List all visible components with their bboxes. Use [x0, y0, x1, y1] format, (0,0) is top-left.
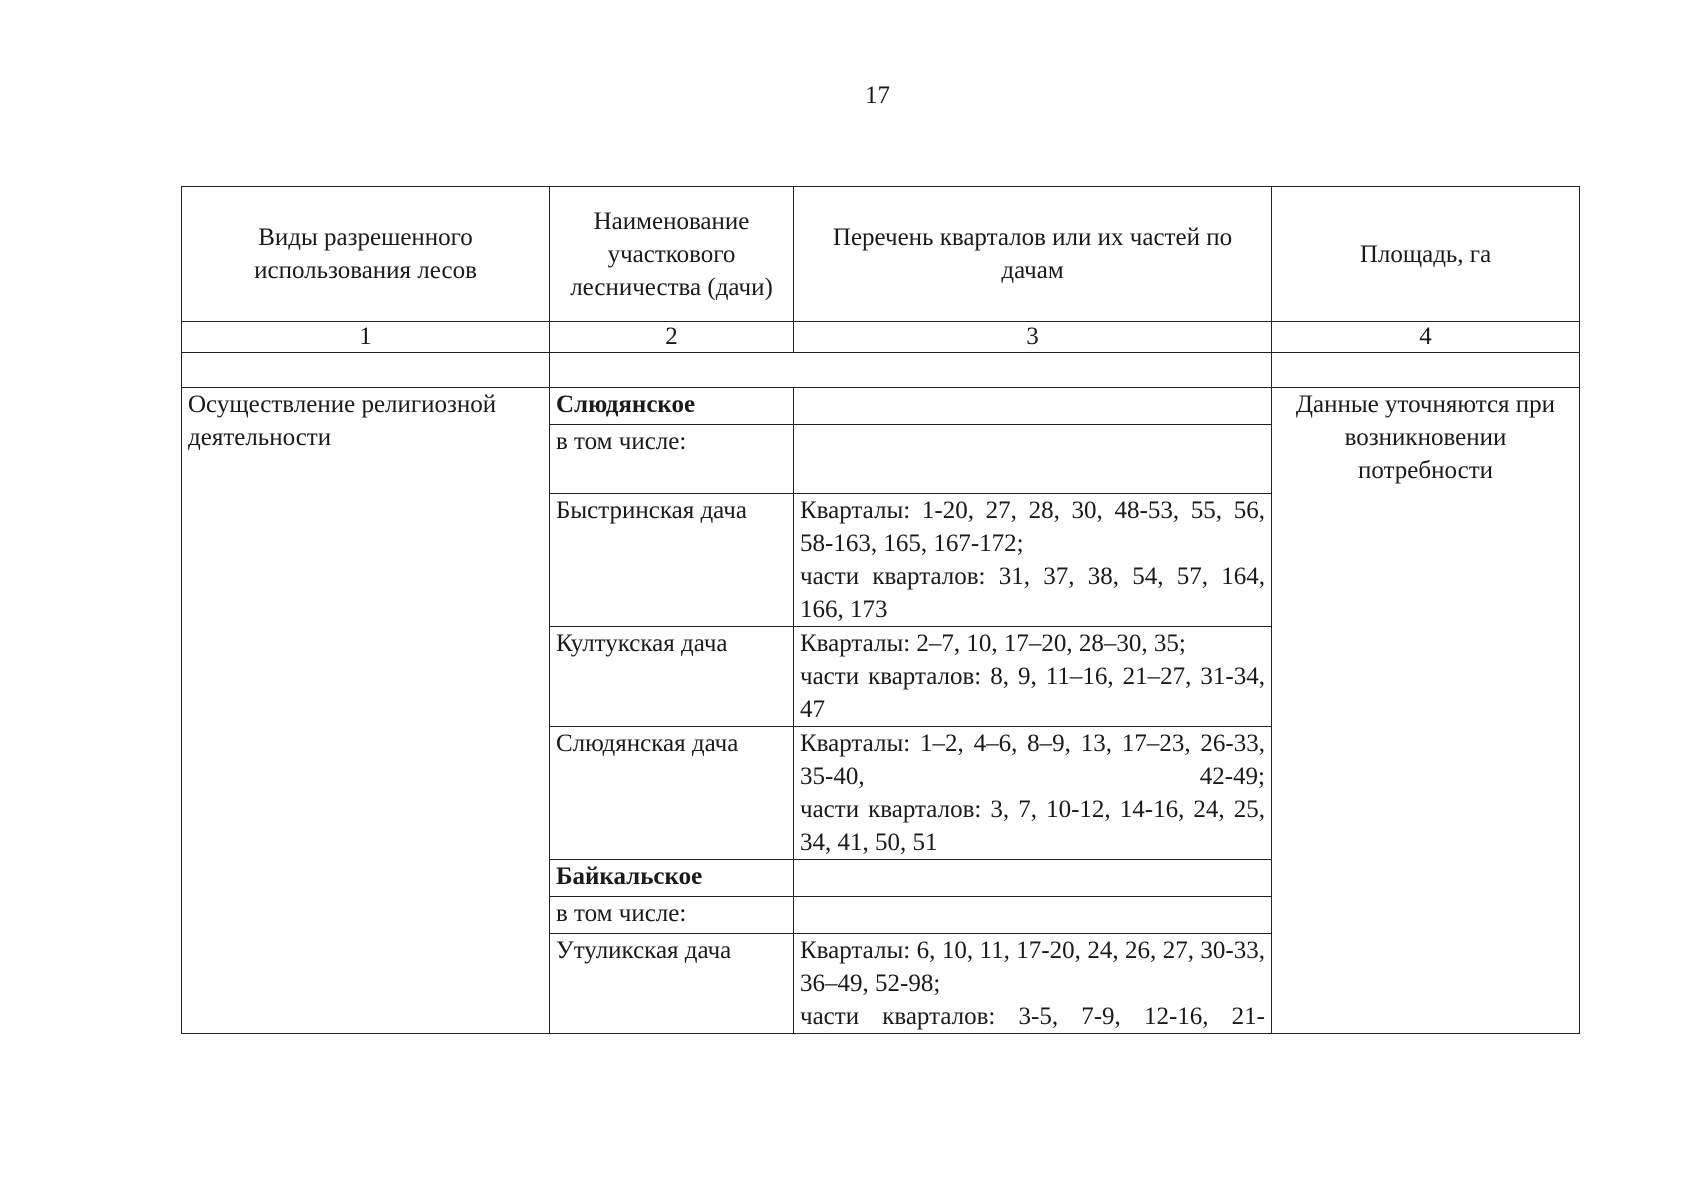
table-header-row [182, 187, 1580, 322]
header-area: Площадь, га [1272, 187, 1580, 322]
header-quarters: Перечень кварталов или их частей по дачам [794, 187, 1272, 322]
spacer-cell [182, 353, 550, 388]
quarters-list: Кварталы: 1-20, 27, 28, 30, 48-53, 55, 56, 58-163, 165, 167-172; [800, 497, 1265, 557]
column-number: 1 [182, 322, 550, 353]
column-number: 4 [1272, 322, 1580, 353]
spacer-row [182, 353, 1580, 388]
forestry-name: Байкальское [550, 860, 794, 897]
quarter-parts-list: части кварталов: 3-5, 7-9, 12-16, 21- [800, 1003, 1265, 1030]
quarters-cell [794, 860, 1272, 897]
spacer-cell [1272, 353, 1580, 388]
forest-use-table [181, 186, 1580, 1034]
forestry-name: в том числе: [550, 897, 794, 934]
column-number: 3 [794, 322, 1272, 353]
quarters-cell [794, 727, 1272, 860]
forestry-name: в том числе: [550, 425, 794, 494]
column-number-row [182, 322, 1580, 353]
use-type-cell: Осуществление религиозной деятельности [182, 388, 550, 1034]
quarter-parts-list: части кварталов: 8, 9, 11–16, 21–27, 31-34, 47 [800, 663, 1265, 723]
forestry-name: Утуликская дача [550, 934, 794, 1034]
quarters-cell [794, 897, 1272, 934]
header-forestry: Наименование участкового лесничества (дачи) [550, 187, 794, 322]
page-number: 17 [865, 82, 890, 109]
quarters-cell [794, 934, 1272, 1034]
spacer-cell [550, 353, 1272, 388]
header-use-type: Виды разрешенного использования лесов [182, 187, 550, 322]
table-row [182, 388, 1580, 425]
quarter-parts-list: части кварталов: 31, 37, 38, 54, 57, 164, 166, 173 [800, 563, 1265, 623]
quarters-list: Кварталы: 1–2, 4–6, 8–9, 13, 17–23, 26-33, 35-40, 42-49; [800, 730, 1265, 790]
quarters-list: Кварталы: 2–7, 10, 17–20, 28–30, 35; [800, 630, 1186, 657]
forestry-name: Слюдянская дача [550, 727, 794, 860]
quarters-list: Кварталы: 6, 10, 11, 17-20, 24, 26, 27, 30-33, 36–49, 52-98; [800, 937, 1265, 997]
quarters-cell [794, 425, 1272, 494]
forestry-name: Слюдянское [550, 388, 794, 425]
quarters-cell [794, 388, 1272, 425]
quarters-cell [794, 627, 1272, 727]
forestry-name: Быстринская дача [550, 494, 794, 627]
quarter-parts-list: части кварталов: 3, 7, 10-12, 14-16, 24, 25, 34, 41, 50, 51 [800, 796, 1265, 856]
forestry-name: Култукская дача [550, 627, 794, 727]
area-cell: Данные уточняются при возникновении потребности [1272, 388, 1580, 1034]
column-number: 2 [550, 322, 794, 353]
quarters-cell [794, 494, 1272, 627]
